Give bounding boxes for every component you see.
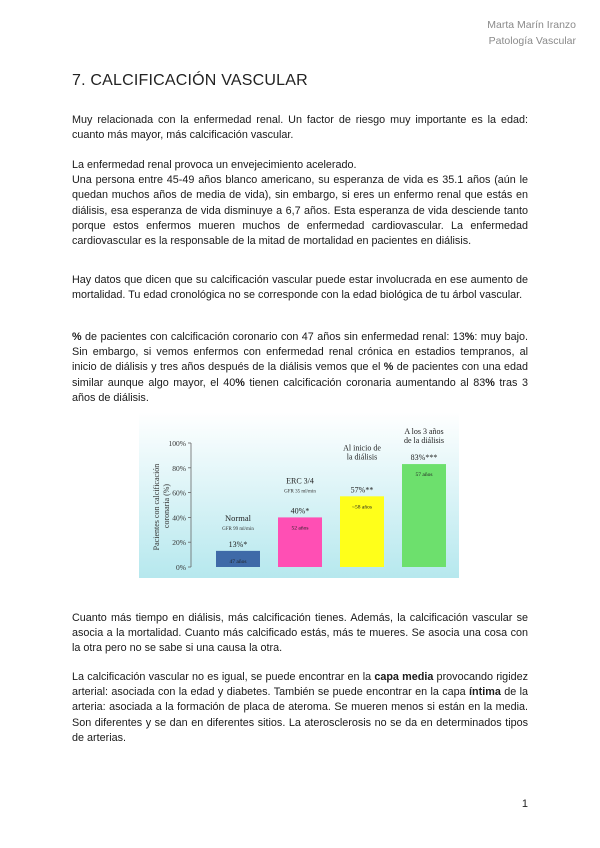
bold-percent: % bbox=[72, 331, 82, 343]
bar-value-label: 40%* bbox=[290, 506, 310, 516]
text-span: de la arteria: asociada a la formación de placa de ateroma. Se mueren menos si están en la media. Son diferentes y se dan en diferentes sitios. La aterosclerosis no se da en determinados tipos de arterias. bbox=[72, 686, 528, 744]
calcification-chart bbox=[139, 412, 459, 578]
paragraph-percentages bbox=[72, 330, 528, 406]
bar-value-label: 83%*** bbox=[410, 453, 438, 463]
bar-value-label: 57%** bbox=[350, 485, 374, 495]
paragraph-layers bbox=[72, 670, 528, 746]
y-tick-label: 40% bbox=[172, 513, 186, 523]
header-subject: Patología Vascular bbox=[488, 35, 576, 47]
bold-term-media: capa media bbox=[374, 671, 434, 683]
section-title: 7. CALCIFICACIÓN VASCULAR bbox=[72, 72, 308, 89]
y-tick-label: 100% bbox=[168, 439, 186, 448]
text-span: tras 3 años de diálisis. bbox=[72, 376, 528, 404]
category-title: la diálisis bbox=[346, 452, 378, 462]
y-tick-label: 20% bbox=[172, 538, 186, 548]
text-span: de pacientes con una edad similar aunque algo mayor, el 40 bbox=[72, 361, 528, 389]
paragraph-renal bbox=[72, 158, 528, 249]
category-title: A los 3 años bbox=[404, 427, 444, 437]
text-span: La calcificación vascular no es igual, se puede encontrar en la bbox=[72, 671, 375, 683]
bar bbox=[402, 464, 446, 567]
header-author: Marta Marín Iranzo bbox=[487, 19, 576, 31]
bar-value-label: 13%* bbox=[228, 539, 248, 549]
bold-percent: % bbox=[383, 361, 394, 374]
y-tick-label: 60% bbox=[172, 488, 186, 498]
bar-age-label: 52 años bbox=[291, 525, 309, 532]
paragraph-mortality: Hay datos que dicen que su calcificación vascular puede estar involucrada en ese aumento de mortalidad. Tu edad cronológica no se corresponde con la edad biológica de tu árbol vascular. bbox=[72, 274, 528, 302]
paragraph-renal-body: Una persona entre 45-49 años blanco americano, su esperanza de vida es 35.1 años (aún le quedan muchos años de media de vida), sin embargo, si eres un enfermo renal que estás en diálisis, esa esperanza de vida disminuye a 6,7 años. Esta esperanza de vida desciende tanto porque estos enfermos mueren muchos de enfermedad cardiovascular. La enfermedad cardiovascular es la responsable de la mitad de mortalidad en pacientes en diálisis. bbox=[72, 174, 528, 248]
category-subtitle: GFR 35 ml/min bbox=[284, 489, 316, 495]
category-title: ERC 3/4 bbox=[286, 476, 314, 486]
category-subtitle: GFR 99 ml/min bbox=[222, 526, 254, 532]
bold-percent: % bbox=[235, 376, 245, 389]
paragraph-dialysis: Cuanto más tiempo en diálisis, más calcificación tienes. Además, la calcificación vascular se asocia a la mortalidad. Cuanto más calcificado estás, más te mueres. Se asocia una cosa con la otra pero no se sabe si una causa la otra. bbox=[72, 612, 528, 655]
y-tick-label: 80% bbox=[172, 463, 186, 473]
bar-age-label: 47 años bbox=[229, 558, 247, 565]
y-axis-label-line: Pacientes con calcificación bbox=[152, 463, 161, 551]
y-axis-label-line: coronaria (%) bbox=[162, 483, 171, 529]
bold-percent: % bbox=[485, 376, 495, 389]
page-number: 1 bbox=[521, 798, 528, 810]
bar-age-label: ~58 años bbox=[352, 504, 372, 511]
bold-term-intima: íntima bbox=[469, 686, 501, 699]
bar-age-label: 57 años bbox=[415, 472, 433, 479]
text-span: provocando rigidez arterial: asociada con la edad y diabetes. También se puede encontrar en la capa bbox=[72, 671, 528, 699]
y-tick-label: 0% bbox=[176, 563, 186, 572]
text-span: de pacientes con calcificación coronario con 47 años sin enfermedad renal: 13 bbox=[81, 331, 465, 343]
category-title: Normal bbox=[225, 512, 251, 523]
text-span: tienen calcificación coronaria aumentando al 83 bbox=[244, 376, 486, 389]
text-span: : muy bajo. Sin embargo, si vemos enfermos con enfermedad renal crónica en estadios tempranos, al inicio de diálisis y tres años después de la diálisis vemos que el bbox=[72, 331, 529, 374]
paragraph-renal-lead: La enfermedad renal provoca un envejecimiento acelerado. bbox=[72, 159, 357, 171]
paragraph-intro: Muy relacionada con la enfermedad renal. Un factor de riesgo muy importante es la edad: cuanto más mayor, más calcificación vascular. bbox=[72, 114, 528, 142]
category-title: Al inicio de bbox=[343, 443, 381, 453]
page-header bbox=[487, 17, 576, 49]
bold-percent: % bbox=[464, 331, 475, 343]
category-title: de la diálisis bbox=[404, 436, 444, 446]
